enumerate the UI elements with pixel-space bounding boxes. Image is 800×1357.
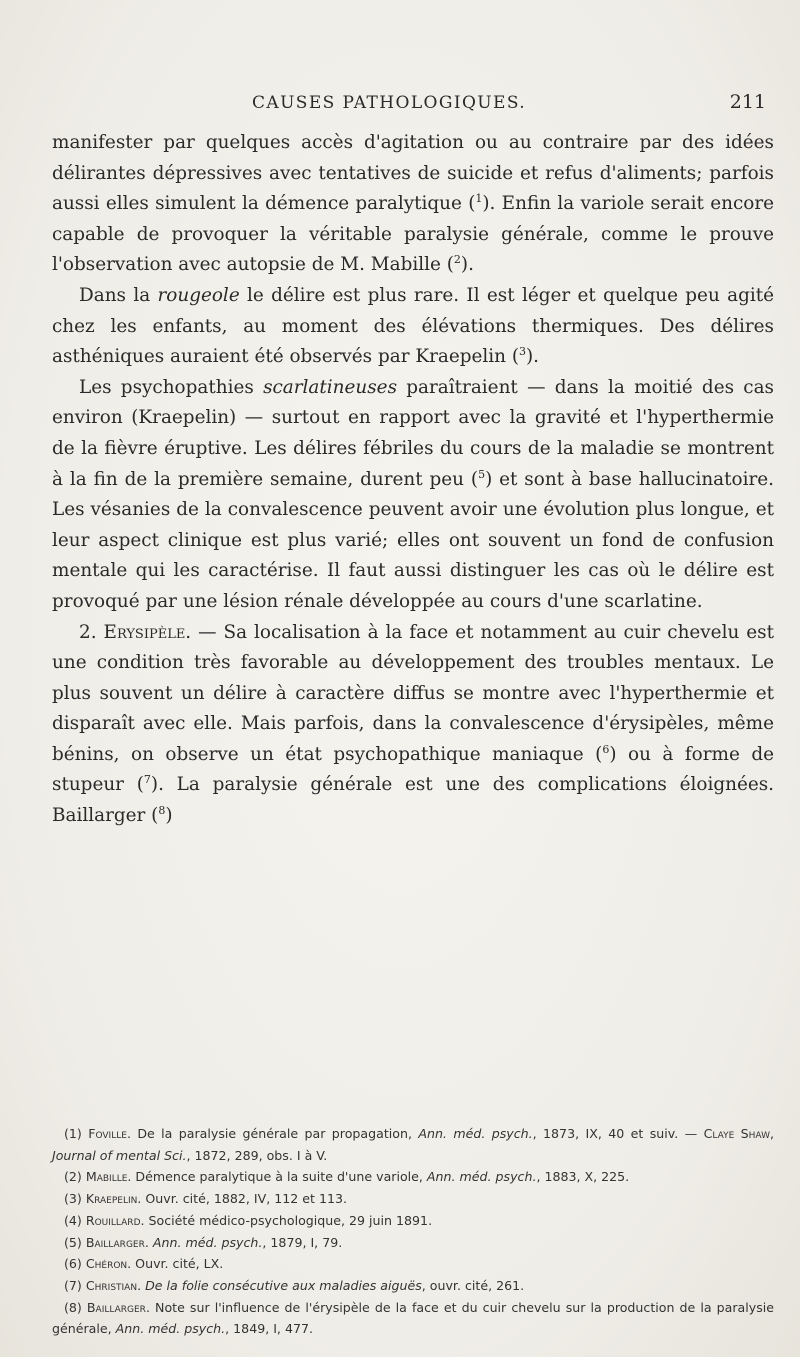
- text-run: , ouvr. cité, 261.: [421, 1277, 525, 1293]
- text-run: . Ouvr. cité, LX.: [127, 1256, 224, 1272]
- text-run: paraîtraient — dans la moitié des cas environ (Kraepelin) — surtout en rapport avec la gravité et l'hyperthermie de la fièvre éruptive. Les délires fébriles du cours de la maladie se montrent à la fin de la première semaine, durent peu (: [52, 376, 774, 490]
- text-run: ). Enfin la variole serait encore capable de provoquer la véritable paralysie générale, comme le prouve l'observation avec autopsie de M. Mabille (: [52, 193, 774, 276]
- footnote: [52, 1188, 774, 1210]
- footnote-ref: 3: [519, 345, 526, 359]
- paragraph: [52, 373, 774, 618]
- footnote: [52, 1210, 774, 1232]
- text-run: . De la paralysie générale par propagation,: [126, 1126, 419, 1141]
- text-run: ) et sont à base hallucinatoire. Les vésanies de la convalescence peuvent avoir une évolution plus longue, et leur aspect clinique est plus varié; elles ont souvent un fond de confusion mentale qui les caractérise. Il faut aussi distinguer les cas où le délire est provoqué par une lésion rénale développée au cours d'une scarlatine.: [52, 468, 775, 612]
- text-run: . Ouvr. cité, 1882, IV, 112 et 113.: [137, 1191, 348, 1207]
- text-run: ).: [460, 254, 474, 276]
- text-run: Dans la: [79, 284, 158, 306]
- small-caps-text: Erysipèle.: [103, 621, 192, 643]
- footnote-ref: 1: [475, 192, 483, 206]
- small-caps-text: Rouillard: [85, 1212, 141, 1228]
- text-run: , 1849, I, 477.: [225, 1321, 313, 1337]
- text-run: .: [144, 1234, 153, 1250]
- text-run: , 1879, I, 79.: [262, 1234, 343, 1250]
- page-number: 211: [729, 91, 766, 113]
- footnote: [52, 1253, 774, 1275]
- text-run: (7): [64, 1277, 86, 1293]
- italic-text: Ann. méd. psych.: [418, 1126, 533, 1141]
- text-run: , 1883, X, 225.: [536, 1169, 630, 1185]
- text-run: ,: [769, 1126, 774, 1141]
- body-text: [52, 128, 774, 832]
- text-run: .: [137, 1277, 146, 1293]
- italic-text: scarlatineuses: [263, 376, 398, 398]
- text-run: 2.: [79, 621, 104, 643]
- italic-text: Ann. méd. psych.: [115, 1321, 226, 1337]
- footnote-ref: 7: [143, 773, 151, 787]
- text-run: ).: [526, 346, 540, 368]
- text-run: (2): [64, 1169, 86, 1185]
- text-run: (6): [64, 1256, 86, 1272]
- text-run: manifester par quelques accès d'agitation ou au contraire par des idées délirantes dépressives avec tentatives de suicide et refus d'aliments; parfois aussi elles simulent la démence paralytique (: [52, 132, 774, 215]
- text-run: (5): [64, 1234, 86, 1250]
- text-run: . Société médico-psychologique, 29 juin 1891.: [140, 1212, 433, 1228]
- text-run: , 1873, IX, 40 et suiv. —: [532, 1126, 704, 1141]
- footnote-ref: 2: [453, 253, 461, 267]
- paragraph: [52, 618, 774, 832]
- text-run: . Démence paralytique à la suite d'une variole,: [127, 1169, 427, 1185]
- footnote: [52, 1166, 774, 1188]
- text-run: le délire est plus rare. Il est léger et quelque peu agité chez les enfants, au moment des élévations thermiques. Des délires asthéniques auraient été observés par Kraepelin (: [52, 284, 775, 368]
- footnote-ref: 5: [478, 467, 486, 481]
- footnote: [52, 1123, 774, 1166]
- page-header: [252, 93, 782, 117]
- footnote-ref: 6: [602, 742, 610, 756]
- paragraph: [52, 281, 774, 373]
- text-run: . Note sur l'influence de l'érysipèle de la face et du cuir chevelu sur la production de la paralysie générale,: [52, 1299, 775, 1337]
- text-run: (1): [64, 1126, 89, 1141]
- italic-text: Ann. méd. psych.: [426, 1169, 537, 1185]
- small-caps-text: Claye Shaw: [703, 1126, 770, 1141]
- small-caps-text: Kraepelin: [85, 1191, 138, 1207]
- italic-text: rougeole: [157, 284, 240, 306]
- footnote-ref: 8: [158, 803, 166, 817]
- paragraph: [52, 128, 774, 281]
- text-run: — Sa localisation à la face et notamment au cuir chevelu est une condition très favorable au développement des troubles mentaux. Le plus souvent un délire à caractère diffus se montre avec l'hyperthermie et disparaît avec elle. Mais parfois, dans la convalescence d'érysipèles, même bénins, on observe un état psychopathique maniaque (: [52, 621, 774, 765]
- footnote: [52, 1297, 774, 1340]
- footnotes: [52, 1123, 774, 1340]
- text-run: , 1872, 289, obs. I à V.: [186, 1147, 328, 1163]
- running-title: CAUSES PATHOLOGIQUES.: [252, 93, 527, 113]
- italic-text: De la folie consécutive aux maladies aiguës: [145, 1277, 422, 1293]
- text-run: ). La paralysie générale est une des complications éloignées. Baillarger (: [52, 774, 774, 827]
- text-run: (4): [64, 1212, 86, 1228]
- small-caps-text: Chéron: [85, 1256, 128, 1272]
- italic-text: Ann. méd. psych.: [152, 1234, 263, 1250]
- text-run: ) ou à forme de stupeur (: [52, 743, 774, 796]
- text-run: Les psychopathies: [79, 376, 264, 398]
- small-caps-text: Christian: [85, 1277, 138, 1293]
- text-run: (8): [64, 1299, 87, 1315]
- footnote: [52, 1275, 774, 1297]
- small-caps-text: Foville: [88, 1126, 127, 1141]
- small-caps-text: Baillarger: [86, 1299, 146, 1315]
- text-run: ): [165, 805, 173, 827]
- small-caps-text: Mabille: [85, 1169, 128, 1185]
- text-run: (3): [64, 1191, 86, 1207]
- small-caps-text: Baillarger: [85, 1234, 145, 1250]
- italic-text: Journal of mental Sci.: [52, 1147, 187, 1163]
- footnote: [52, 1232, 774, 1254]
